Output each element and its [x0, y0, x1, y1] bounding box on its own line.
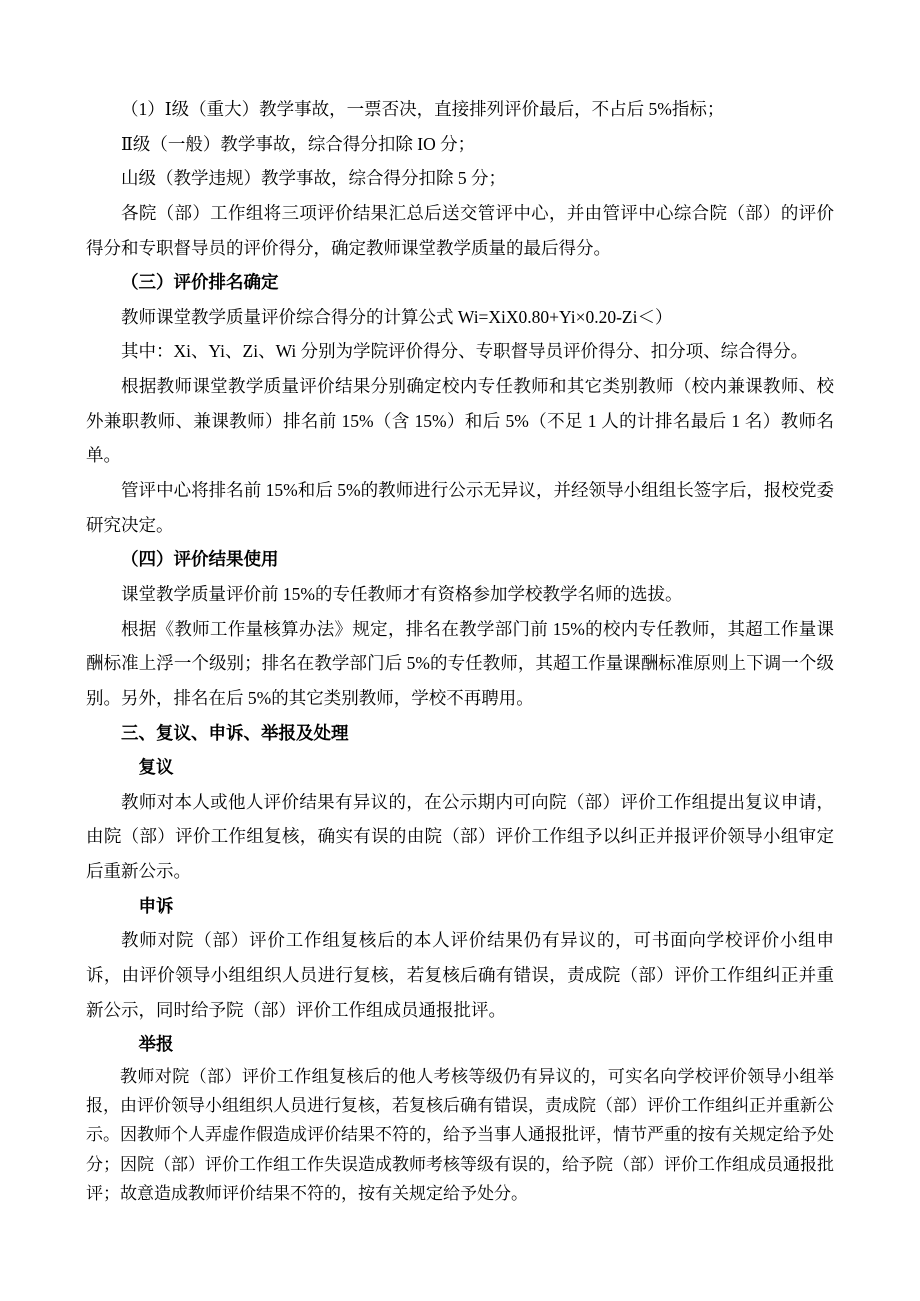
paragraph-level-3-incident: 山级（教学违规）教学事故，综合得分扣除 5 分； — [121, 168, 506, 189]
paragraph-teaching-master-eligibility: 课堂教学质量评价前 15%的专任教师才有资格参加学校教学名师的选拔。 — [121, 583, 683, 604]
subheading-reconsideration: 复议 — [138, 757, 174, 778]
paragraph-summary-submission: 各院（部）工作组将三项评价结果汇总后送交管评中心，并由管评中心综合院（部）的评价得分和专职督导员的评价得分，确定教师课堂教学质量的最后得分。 — [86, 202, 834, 258]
subheading-appeal: 申诉 — [138, 895, 174, 916]
heading-ranking-determination: （三）评价排名确定 — [121, 272, 279, 293]
paragraph-reconsideration-body: 教师对本人或他人评价结果有异议的，在公示期内可向院（部）评价工作组提出复议申请，由院（部）评价工作组复核，确实有误的由院（部）评价工作组予以纠正并报评价领导小组审定后重新公示。 — [86, 791, 834, 882]
paragraph-score-formula: 教师课堂教学质量评价综合得分的计算公式 Wi=XiX0.80+Yi×0.20-Zi＜） — [121, 306, 673, 327]
heading-section-three: 三、复议、申诉、举报及处理 — [121, 722, 349, 743]
paragraph-workload-pay-adjustment: 根据《教师工作量核算办法》规定，排名在教学部门前 15%的校内专任教师，其超工作量课酬标准上浮一个级别；排名在教学部门后 5%的专任教师，其超工作量课酬标准原则上下调一个级别。另外，排名在后 5%的其它类别教师，学校不再聘用。 — [86, 618, 834, 708]
paragraph-formula-legend: 其中：Xi、Yi、Zi、Wi 分别为学院评价得分、专职督导员评价得分、扣分项、综合得分。 — [121, 341, 809, 362]
paragraph-report-body: 教师对院（部）评价工作组复核后的他人考核等级仍有异议的，可实名向学校评价领导小组举报，由评价领导小组组织人员进行复核，若复核后确有错误，责成院（部）评价工作组纠正并重新公示。因教师个人弄虚作假造成评价结果不符的，给予当事人通报批评，情节严重的按有关规定给予处分；因院（部）评价工作组工作失误造成教师考核等级有误的，给予院（部）评价工作组成员通报批评；故意造成教师评价结果不符的，按有关规定给予处分。 — [86, 1066, 834, 1203]
subheading-report: 举报 — [138, 1034, 174, 1055]
paragraph-ranking-lists: 根据教师课堂教学质量评价结果分别确定校内专任教师和其它类别教师（校内兼课教师、校外兼职教师、兼课教师）排名前 15%（含 15%）和后 5%（不足 1 人的计排名最后 1 名）教师名单。 — [86, 376, 834, 466]
paragraph-level-2-incident: Ⅱ级（一般）教学事故，综合得分扣除 IO 分； — [121, 133, 476, 154]
paragraph-level-1-incident: （1）Ⅰ级（重大）教学事故，一票否决，直接排列评价最后，不占后 5%指标； — [121, 99, 725, 119]
paragraph-publicity-approval: 管评中心将排名前 15%和后 5%的教师进行公示无异议，并经领导小组组长签字后，报校党委研究决定。 — [86, 480, 834, 535]
paragraph-appeal-body: 教师对院（部）评价工作组复核后的本人评价结果仍有异议的，可书面向学校评价小组申诉，由评价领导小组组织人员进行复核，若复核后确有错误，责成院（部）评价工作组纠正并重新公示，同时给予院（部）评价工作组成员通报批评。 — [86, 930, 834, 1020]
heading-results-usage: （四）评价结果使用 — [121, 549, 279, 570]
document-body — [86, 92, 834, 1208]
